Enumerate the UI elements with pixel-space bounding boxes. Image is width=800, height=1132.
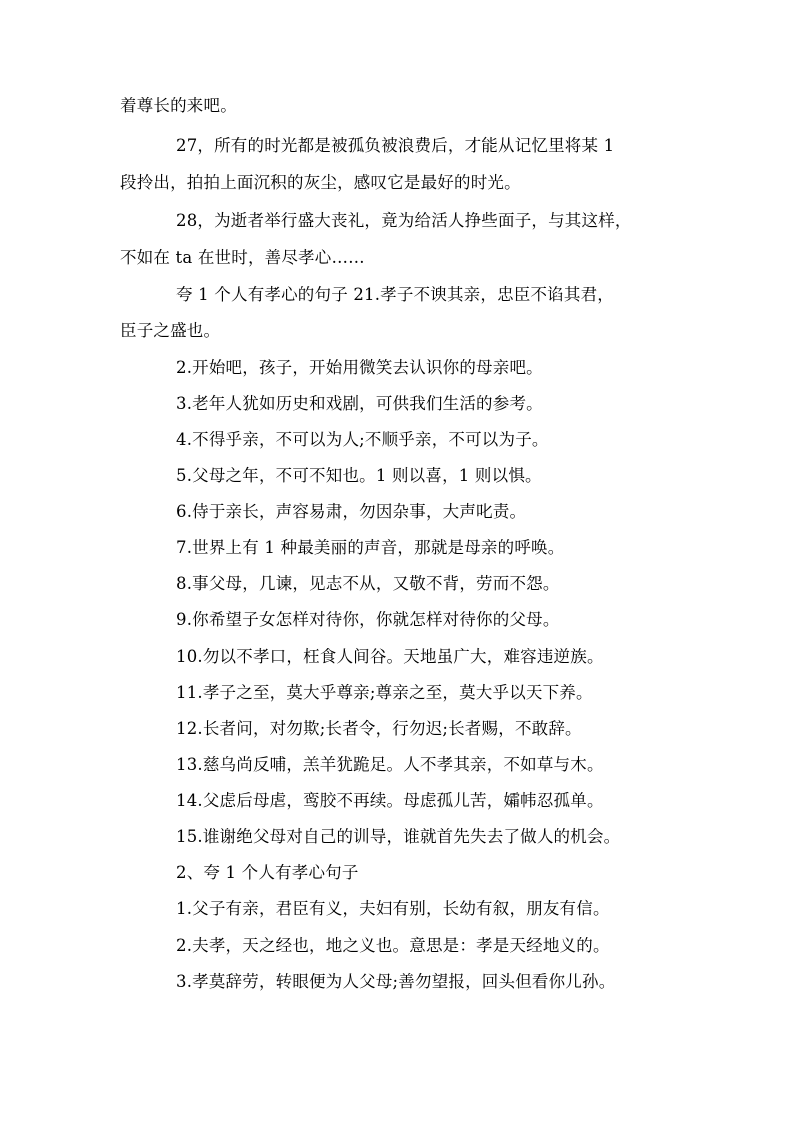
text-line: 着尊长的来吧。 xyxy=(120,96,237,115)
text-line: 1.父子有亲，君臣有义，夫妇有别，长幼有叙，朋友有信。 xyxy=(176,899,610,918)
text-line: 段拎出，拍拍上面沉积的灰尘，感叹它是最好的时光。 xyxy=(120,173,521,192)
text-line: 3.老年人犹如历史和戏剧，可供我们生活的参考。 xyxy=(176,394,543,413)
text-line: 9.你希望子女怎样对待你，你就怎样对待你的父母。 xyxy=(176,610,560,629)
text-line: 10.勿以不孝口，枉食人间谷。天地虽广大，难容违逆族。 xyxy=(176,647,604,666)
section-heading: 2、夸 1 个人有孝心句子 xyxy=(176,863,359,882)
text-line: 14.父虑后母虐，鸾胶不再续。母虑孤儿苦，孀帏忍孤单。 xyxy=(176,791,604,810)
text-line: 8.事父母，几谏，见志不从，又敬不背，劳而不怨。 xyxy=(176,574,560,593)
text-line: 臣子之盛也。 xyxy=(120,321,221,340)
text-line: 5.父母之年，不可不知也。1 则以喜，1 则以惧。 xyxy=(176,466,542,485)
text-line: 12.长者问，对勿欺;长者令，行勿迟;长者赐，不敢辞。 xyxy=(176,719,582,738)
text-line: 4.不得乎亲，不可以为人;不顺乎亲，不可以为子。 xyxy=(176,430,549,449)
text-line: 2.夫孝，天之经也，地之义也。意思是：孝是天经地义的。 xyxy=(176,936,610,955)
text-line: 13.慈乌尚反哺，羔羊犹跪足。人不孝其亲，不如草与木。 xyxy=(176,755,604,774)
text-line: 7.世界上有 1 种最美丽的声音，那就是母亲的呼唤。 xyxy=(176,538,565,557)
text-line: 不如在 ta 在世时，善尽孝心…… xyxy=(120,248,365,267)
text-line: 6.侍于亲长，声容易肃，勿因杂事，大声叱责。 xyxy=(176,502,527,521)
text-line: 3.孝莫辞劳，转眼便为人父母;善勿望报，回头但看你儿孙。 xyxy=(176,972,616,991)
text-line: 27，所有的时光都是被孤负被浪费后，才能从记忆里将某 1 xyxy=(176,136,615,155)
text-line: 11.孝子之至，莫大乎尊亲;尊亲之至，莫大乎以天下养。 xyxy=(176,683,593,702)
text-line: 夸 1 个人有孝心的句子 21.孝子不谀其亲，忠臣不谄其君， xyxy=(176,285,614,304)
text-line: 15.谁谢绝父母对自己的训导，谁就首先失去了做人的机会。 xyxy=(176,827,621,846)
text-line: 28，为逝者举行盛大丧礼，竟为给活人挣些面子，与其这样， xyxy=(176,211,632,230)
text-line: 2.开始吧，孩子，开始用微笑去认识你的母亲吧。 xyxy=(176,358,543,377)
